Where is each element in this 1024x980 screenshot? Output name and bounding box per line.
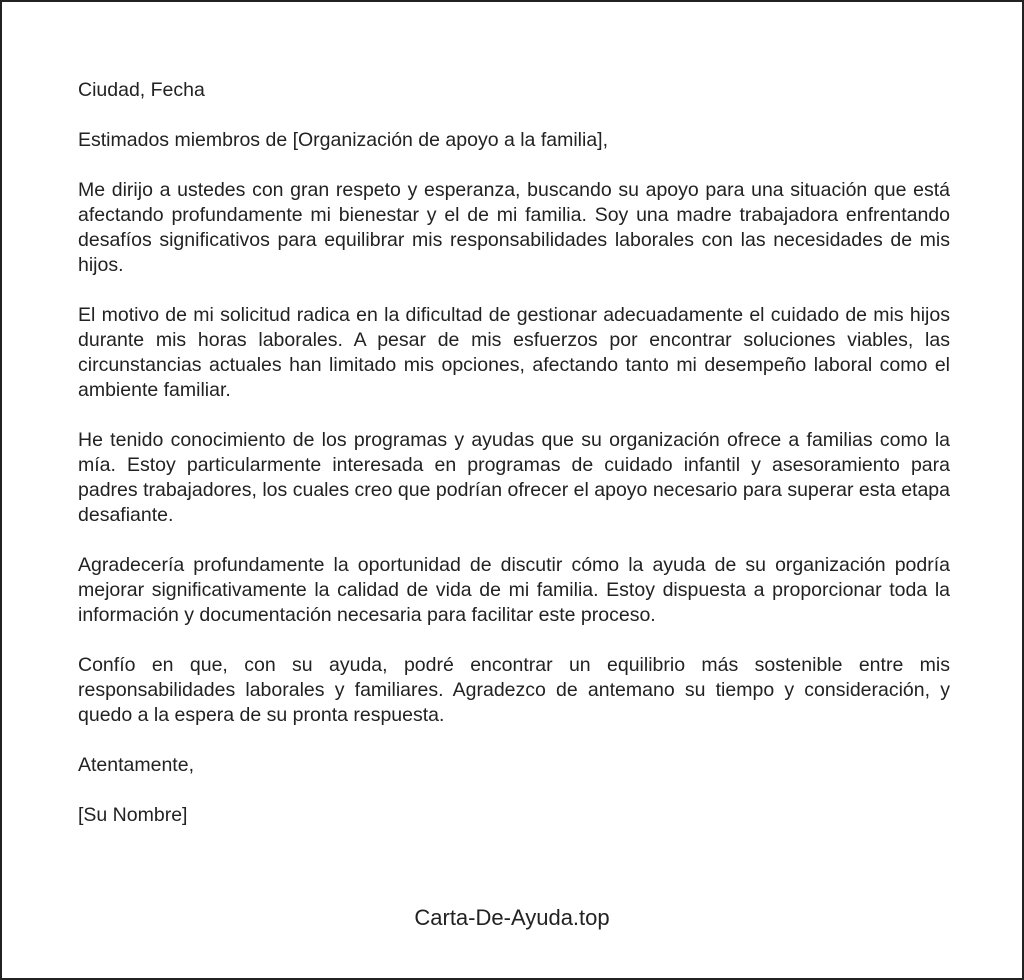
greeting: Estimados miembros de [Organización de apoyo a la familia], [78,129,609,151]
footer-site-name: Carta-De-Ayuda.top [414,905,610,930]
paragraph-programs: He tenido conocimiento de los programas y ayudas que su organización ofrece a familias como la mía. Estoy particularmente interesada en programas de cuidado infantil y asesoramiento para padres trabajadores, los cuales creo que podrían ofrecer el apoyo necesario para superar esta etapa desafiante. [78,429,950,526]
paragraph-closing-thanks: Confío en que, con su ayuda, podré encontrar un equilibrio más sostenible entre mis responsabilidades laborales y familiares. Agradezco de antemano su tiempo y consideración, y quedo a la espera de su pronta respuesta. [78,654,950,726]
paragraph-reason: El motivo de mi solicitud radica en la dificultad de gestionar adecuadamente el cuidado de mis hijos durante mis horas laborales. A pesar de mis esfuerzos por encontrar soluciones viables, las circunstancias actuales han limitado mis opciones, afectando tanto mi desempeño laboral como el ambiente familiar. [78,304,950,401]
letter-body [78,78,950,853]
place-date: Ciudad, Fecha [78,79,205,101]
signature: [Su Nombre] [78,804,188,826]
paragraph-request: Agradecería profundamente la oportunidad de discutir cómo la ayuda de su organización podría mejorar significativamente la calidad de vida de mi familia. Estoy dispuesta a proporcionar toda la información y documentación necesaria para facilitar este proceso. [78,554,950,626]
closing: Atentamente, [78,754,194,776]
paragraph-intro: Me dirijo a ustedes con gran respeto y esperanza, buscando su apoyo para una situación que está afectando profundamente mi bienestar y el de mi familia. Soy una madre trabajadora enfrentando desafíos significativos para equilibrar mis responsabilidades laborales con las necesidades de mis hijos. [78,179,950,276]
